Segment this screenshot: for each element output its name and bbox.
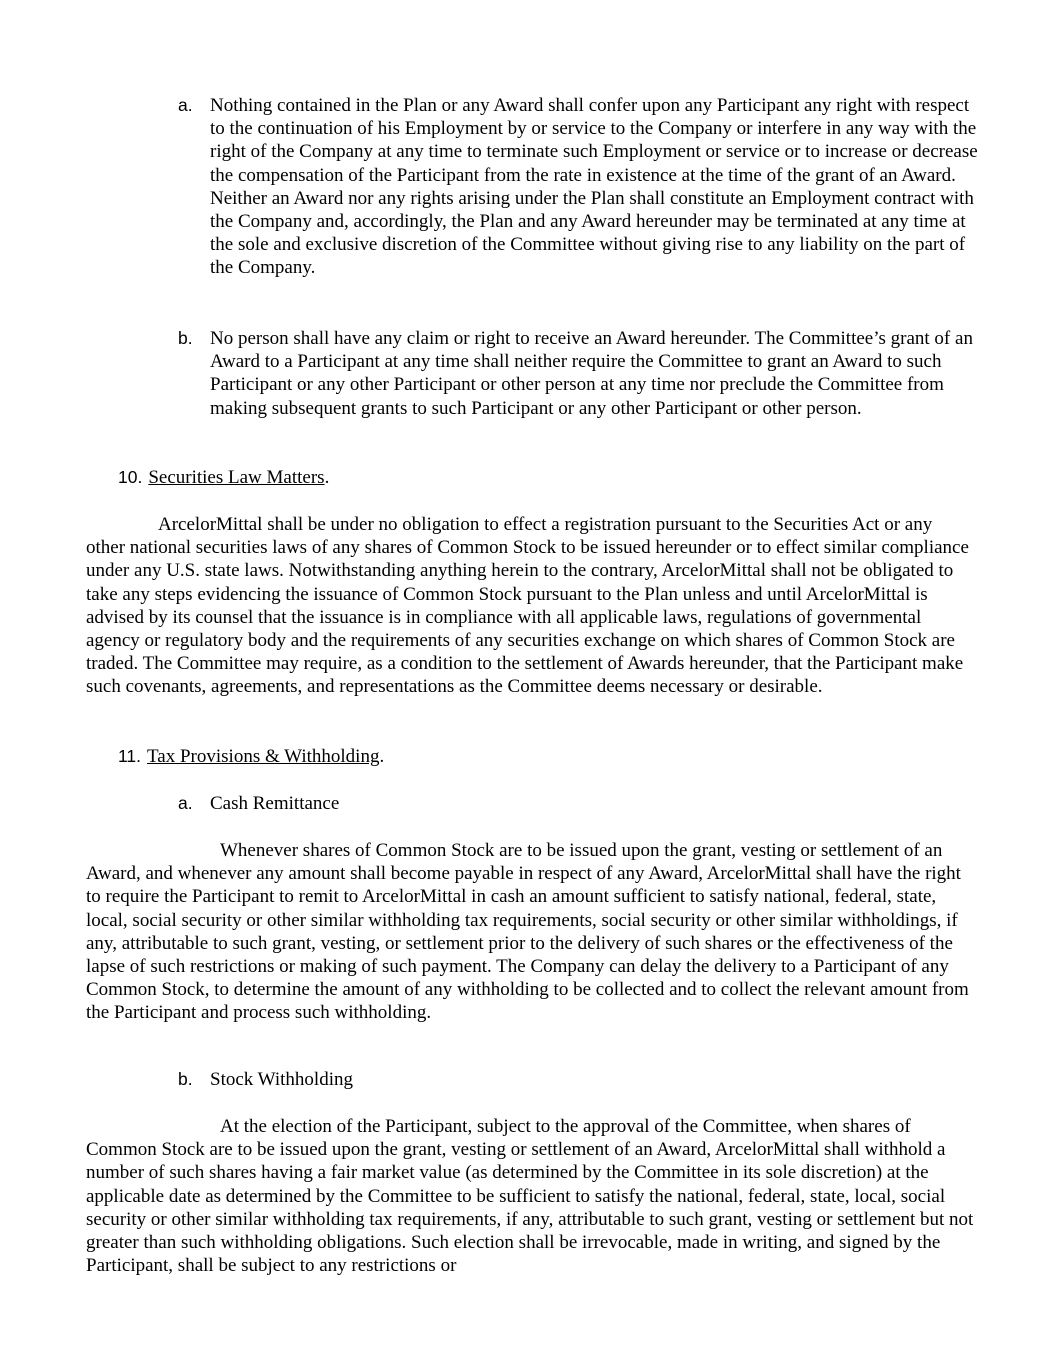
subsection-11b-body: At the election of the Participant, subject to the approval of the Committee, when shares of Common Stock are to be issued upon the grant, vesting or settlement of an Award, ArcelorMittal shall withhold a number of such shares having a fair market value (as determined by the Committee in its sole discretion) at the applicable date as determined by the Committee to be sufficient to satisfy the national, federal, state, local, social security or other similar withholding tax requirements, if any, attributable to such grant, vesting or settlement but not greater than such withholding obligations. Such election shall be irrevocable, made in writing, and signed by the Participant, shall be subject to any restrictions or: [86, 1116, 974, 1277]
section-heading-11: [118, 745, 918, 768]
section-title-suffix: .: [324, 467, 330, 488]
section-title: Tax Provisions & Withholding: [147, 746, 380, 767]
subsection-11a-body: Whenever shares of Common Stock are to be issued upon the grant, vesting or settlement of an Award, and whenever any amount shall become payable in respect of any Award, ArcelorMittal shall have the right to require the Participant to remit to ArcelorMittal in cash an amount sufficient to satisfy national, federal, state, local, social security or other similar withholding tax requirements, social security or other similar withholdings, if any, attributable to such grant, vesting, or settlement prior to the delivery of such shares or the effectiveness of the lapse of such restrictions or making of such payment. The Company can delay the delivery to a Participant of any Common Stock, to determine the amount of any withholding to be collected and to collect the relevant amount from the Participant and process such withholding.: [86, 840, 969, 1024]
list-item-9a: [178, 94, 978, 280]
section-heading-10: [118, 466, 918, 489]
list-marker: b.: [178, 328, 193, 348]
subsection-title: Stock Withholding: [210, 1069, 353, 1090]
subsection-heading-11b: [178, 1068, 978, 1091]
list-item-text: No person shall have any claim or right to receive an Award hereunder. The Committee’s grant of an Award to a Participant at any time shall neither require the Committee to grant an Award to such Participant or any other Participant or other person at any time nor preclude the Committee from making subsequent grants to such Participant or any other Participant or other person.: [210, 328, 973, 419]
section-title-suffix: .: [379, 746, 385, 767]
list-marker: a.: [178, 793, 193, 813]
subsection-title: Cash Remittance: [210, 793, 340, 814]
list-item-9b: [178, 327, 978, 420]
section-title: Securities Law Matters: [148, 467, 325, 488]
section-number: 11.: [118, 746, 142, 766]
section-number: 10.: [118, 467, 143, 487]
list-item-text: Nothing contained in the Plan or any Award shall confer upon any Participant any right with respect to the continuation of his Employment by or service to the Company or interfere in any way with the right of the Company at any time to terminate such Employment or service or to increase or decrease the compensation of the Participant from the rate in existence at the time of the grant of an Award. Neither an Award nor any rights arising under the Plan shall constitute an Employment contract with the Company and, accordingly, the Plan and any Award hereunder may be terminated at any time at the sole and exclusive discretion of the Committee without giving rise to any liability on the part of the Company.: [210, 95, 978, 279]
subsection-heading-11a: [178, 792, 978, 815]
list-marker: a.: [178, 95, 193, 115]
list-marker: b.: [178, 1069, 193, 1089]
section-10-body: ArcelorMittal shall be under no obligation to effect a registration pursuant to the Securities Act or any other national securities laws of any shares of Common Stock to be issued hereunder or to effect similar compliance under any U.S. state laws. Notwithstanding anything herein to the contrary, ArcelorMittal shall not be obligated to take any steps evidencing the issuance of Common Stock pursuant to the Plan unless and until ArcelorMittal is advised by its counsel that the issuance is in compliance with all applicable laws, regulations of governmental agency or regulatory body and the requirements of any securities exchange on which shares of Common Stock are traded. The Committee may require, as a condition to the settlement of Awards hereunder, that the Participant make such covenants, agreements, and representations as the Committee deems necessary or desirable.: [86, 514, 969, 698]
